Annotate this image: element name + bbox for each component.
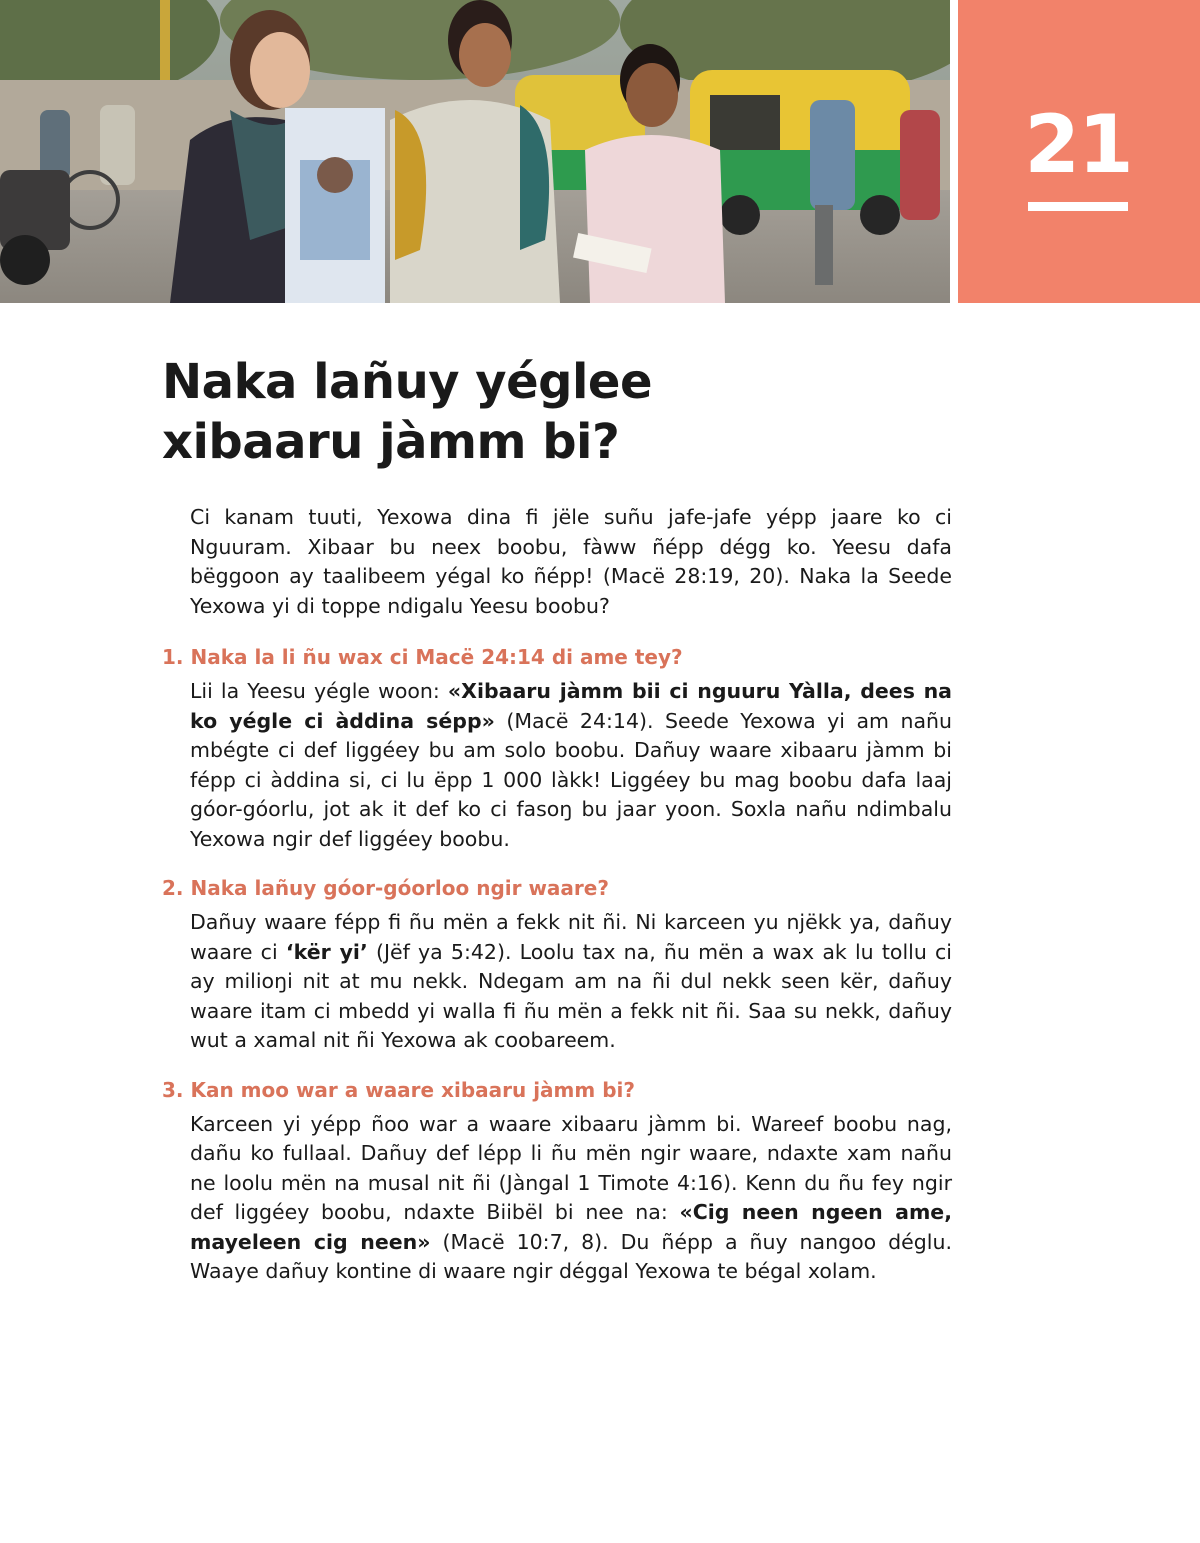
section-1-text-b: (Macë 24:14). Seede Yexowa yi am nañu mbégte ci def liggéey bu am solo boobu. Dañuy waare xibaaru jàmm bi fépp ci àddina si, ci lu ëpp 1 000 làkk! Liggéey bu mag boobu dafa laaj góor-góorlu, jot ak it def ko ci fasoŋ bu jaar yoon. Soxla nañu ndimbalu Yexowa ngir def liggéey boobu.: [190, 708, 952, 851]
section-3-text-b: (Macë 10:7, 8). Du ñépp a ñuy nangoo déglu. Waaye dañuy kontine di waare ngir déggal Yexowa te bégal xolam.: [190, 1229, 953, 1283]
section-3-text-a: Karceen yi yépp ñoo war a waare xibaaru jàmm bi. Wareef boobu nag, dañu ko fullaal. Dañuy def lépp li ñu mën ngir waare, ndaxte xam nañu ne loolu mën na musal nit ñi (Jàngal 1 Timote 4:16). Kenn du ñu fey ngir def liggéey boobu, ndaxte Biibël bi nee na:: [190, 1111, 952, 1224]
section-3-heading: 3. Kan moo war a waare xibaaru jàmm bi?: [162, 1077, 635, 1102]
street-scene-illustration: [0, 0, 950, 303]
section-2-paragraph: [190, 908, 952, 1056]
page-title-line-1: Naka lañuy yéglee: [162, 354, 653, 410]
literature-cart-poster: [285, 108, 385, 303]
lesson-number-box: [958, 0, 1200, 303]
section-2-quote: ‘kër yi’: [285, 939, 368, 964]
lesson-number-underline: [1028, 202, 1128, 211]
section-1-heading: 1. Naka la li ñu wax ci Macë 24:14 di ame tey?: [162, 645, 683, 669]
page-title-line-2: xibaaru jàmm bi?: [162, 414, 620, 470]
lesson-number: 21: [1024, 98, 1132, 191]
section-3: [162, 1076, 952, 1287]
section-1-text-a: Lii la Yeesu yégle woon:: [190, 679, 448, 703]
section-3-quote: «Cig neen ngeen ame, mayeleen cig neen»: [190, 1200, 952, 1254]
section-2: [162, 874, 952, 1056]
section-2-text-b: (Jëf ya 5:42). Loolu tax na, ñu mën a wax ak lu tollu ci ay milioŋi nit at mu nekk. Ndegam am na ñi dul nekk seen kër, dañuy waare itam ci mbedd yi walla fi ñu mën a fekk nit ñi. Saa su nekk, dañuy wut a xamal nit ñi Yexowa ak coobareem.: [190, 939, 952, 1052]
intro-paragraph: Ci kanam tuuti, Yexowa dina fi jële suñu jafe-jafe yépp jaare ko ci Nguuram. Xibaar bu neex boobu, fàww ñépp dégg ko. Yeesu dafa bëggoon ay taalibeem yégal ko ñépp! (Macë 28:19, 20). Naka la Seede Yexowa yi di toppe ndigalu Yeesu boobu?: [190, 505, 952, 618]
section-1-paragraph: [190, 677, 952, 854]
section-1-quote: «Xibaaru jàmm bii ci nguuru Yàlla, dees na ko yégle ci àddina sépp»: [190, 679, 953, 733]
section-2-text-a: Dañuy waare fépp fi ñu mën a fekk nit ñi. Ni karceen yu njëkk ya, dañuy waare ci: [190, 910, 952, 964]
lesson-content: [162, 503, 952, 1307]
section-1: [162, 643, 952, 854]
section-3-paragraph: [190, 1110, 952, 1287]
section-2-heading: 2. Naka lañuy góor-góorloo ngir waare?: [162, 876, 609, 900]
page-title: [162, 352, 862, 472]
header-photo: [0, 0, 950, 303]
